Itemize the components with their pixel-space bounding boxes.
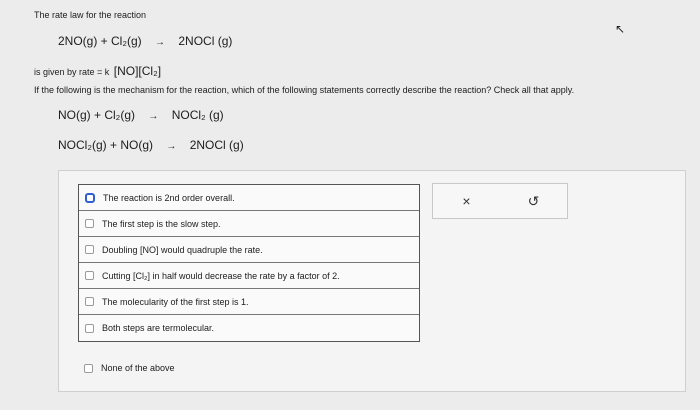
option-cutting-cl2[interactable] [79, 263, 419, 289]
mouse-cursor-icon: ↖ [615, 22, 626, 36]
option-label: Both steps are termolecular. [102, 323, 215, 333]
option-label: None of the above [101, 363, 175, 373]
option-none[interactable] [78, 358, 175, 378]
intro-text: The rate law for the reaction [34, 10, 147, 20]
undo-icon: ↺ [527, 192, 540, 209]
reset-button[interactable] [500, 184, 567, 218]
option-label: The molecularity of the first step is 1. [102, 296, 249, 307]
option-molecularity[interactable] [79, 289, 419, 315]
overall-reaction [58, 34, 232, 48]
checkbox[interactable] [85, 297, 94, 306]
rate-law-prefix: is given by rate = k [34, 67, 110, 77]
mechanism-step-2 [58, 138, 244, 152]
step-arrow: → [148, 111, 159, 122]
clear-button[interactable] [433, 184, 500, 218]
option-doubling-no[interactable] [79, 237, 419, 263]
mechanism-prompt: If the following is the mechanism for the reaction, which of the following statements correctly describe the reaction? Check all that apply. [34, 85, 575, 95]
step-rhs: NOCl₂ (g) [171, 108, 224, 122]
reaction-lhs: 2NO(g) + Cl₂(g) [58, 34, 142, 48]
checkbox[interactable] [85, 324, 94, 333]
option-label: The first step is the slow step. [102, 218, 221, 229]
checkbox[interactable] [85, 245, 94, 254]
step-rhs: 2NOCl (g) [189, 138, 244, 152]
rate-law [34, 62, 161, 80]
reaction-arrow: → [155, 37, 166, 48]
options-list [78, 184, 420, 342]
option-label: Doubling [NO] would quadruple the rate. [102, 244, 263, 255]
close-icon: × [462, 193, 471, 209]
option-second-order[interactable] [79, 185, 419, 211]
step-lhs: NO(g) + Cl₂(g) [58, 108, 135, 122]
reaction-rhs: 2NOCl (g) [178, 34, 233, 48]
option-first-step-slow[interactable] [79, 211, 419, 237]
checkbox[interactable] [85, 219, 94, 228]
action-buttons [432, 183, 568, 219]
mechanism-step-1 [58, 108, 224, 122]
checkbox[interactable] [84, 364, 93, 373]
option-termolecular[interactable] [79, 315, 419, 341]
checkbox[interactable] [85, 271, 94, 280]
option-label: The reaction is 2nd order overall. [103, 192, 235, 203]
checkbox[interactable] [85, 193, 95, 203]
step-lhs: NOCl₂(g) + NO(g) [58, 138, 153, 152]
rate-law-terms: [NO][Cl₂] [113, 64, 162, 78]
step-arrow: → [166, 141, 177, 152]
option-label: Cutting [Cl₂] in half would decrease the rate by a factor of 2. [102, 270, 340, 281]
